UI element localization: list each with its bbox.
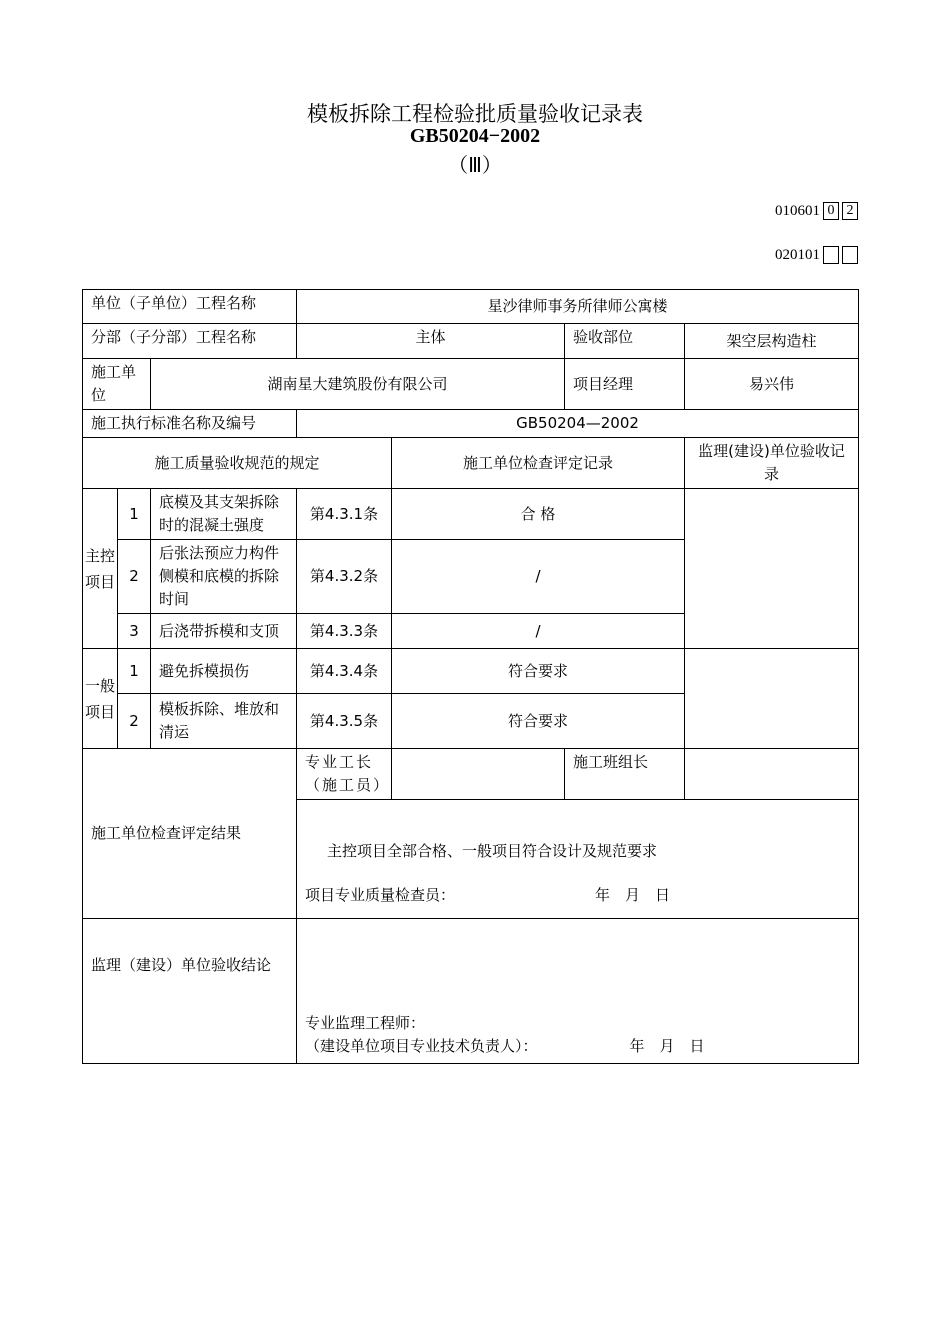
team-leader-signature[interactable]: [685, 749, 859, 800]
record-code-1: [775, 202, 858, 220]
division-name-value: 主体: [297, 324, 565, 359]
item-result[interactable]: /: [392, 614, 685, 649]
item-number: 1: [118, 649, 151, 694]
supervisor-main-record[interactable]: [685, 489, 859, 649]
contractor-conclusion-cell: [297, 800, 859, 919]
supervisor-check-column-header: 监理(建设)单位验收记录: [685, 438, 859, 489]
supervisor-general-record[interactable]: [685, 649, 859, 749]
standard-code: GB50204−2002: [409, 125, 541, 147]
form-title: 模板拆除工程检验批质量验收记录表: [307, 102, 643, 126]
part-number: （Ⅲ）: [448, 153, 502, 177]
item-number: 2: [118, 540, 151, 614]
engineer-label: 专业监理工程师：: [305, 1014, 426, 1032]
acceptance-part-value: 架空层构造柱: [685, 324, 859, 359]
record-code-prefix: 010601: [775, 202, 820, 219]
item-result[interactable]: /: [392, 540, 685, 614]
item-number: 3: [118, 614, 151, 649]
acceptance-part-label: 验收部位: [565, 324, 685, 359]
item-result[interactable]: 合 格: [392, 489, 685, 540]
supervisor-conclusion-cell[interactable]: [297, 919, 859, 1064]
inspector-line: [305, 884, 850, 907]
contractor-conclusion[interactable]: 主控项目全部合格、一般项目符合设计及规范要求: [327, 842, 658, 860]
item-clause: 第4.3.4条: [297, 649, 392, 694]
standard-value: GB50204—2002: [297, 410, 859, 438]
spec-column-header: 施工质量验收规范的规定: [83, 438, 392, 489]
inspector-label: 项目专业质量检查员：: [305, 886, 456, 904]
contractor-value: 湖南星大建筑股份有限公司: [151, 359, 565, 410]
supervisor-result-label: 监理（建设）单位验收结论: [83, 919, 297, 1064]
foreman-signature[interactable]: [392, 749, 565, 800]
owner-line: [305, 1035, 850, 1058]
item-clause: 第4.3.5条: [297, 694, 392, 749]
team-leader-label: 施工班组长: [565, 749, 685, 800]
item-clause: 第4.3.1条: [297, 489, 392, 540]
unit-name-value: 星沙律师事务所律师公寓楼: [297, 290, 859, 324]
project-manager-label: 项目经理: [565, 359, 685, 410]
foreman-label: 专业工长（施工员）: [297, 749, 392, 800]
date-label: 年 月 日: [629, 1037, 705, 1055]
item-clause: 第4.3.2条: [297, 540, 392, 614]
record-code-prefix: 020101: [775, 246, 820, 263]
owner-label: （建设单位项目专业技术负责人）：: [305, 1037, 538, 1055]
code-box[interactable]: 0: [823, 202, 839, 220]
project-manager-value: 易兴伟: [685, 359, 859, 410]
item-description: 避免拆模损伤: [151, 649, 297, 694]
item-description: 后浇带拆模和支顶: [151, 614, 297, 649]
item-number: 2: [118, 694, 151, 749]
item-result[interactable]: 符合要求: [392, 694, 685, 749]
standard-label: 施工执行标准名称及编号: [83, 410, 297, 438]
contractor-label: 施工单位: [83, 359, 151, 410]
record-code-2: [775, 246, 858, 264]
item-result[interactable]: 符合要求: [392, 649, 685, 694]
contractor-result-label: 施工单位检查评定结果: [83, 749, 297, 919]
main-items-group-label: 主控项目: [83, 489, 118, 649]
division-name-label: 分部（子分部）工程名称: [83, 324, 297, 359]
code-box[interactable]: [842, 246, 858, 264]
code-box[interactable]: 2: [842, 202, 858, 220]
item-description: 底模及其支架拆除时的混凝土强度: [151, 489, 297, 540]
item-clause: 第4.3.3条: [297, 614, 392, 649]
inspection-form-table: [82, 289, 859, 1064]
item-number: 1: [118, 489, 151, 540]
general-items-group-label: 一般项目: [83, 649, 118, 749]
code-box[interactable]: [823, 246, 839, 264]
item-description: 后张法预应力构件侧模和底模的拆除时间: [151, 540, 297, 614]
contractor-check-column-header: 施工单位检查评定记录: [392, 438, 685, 489]
unit-name-label: 单位（子单位）工程名称: [83, 290, 297, 324]
date-label: 年 月 日: [595, 886, 671, 904]
item-description: 模板拆除、堆放和清运: [151, 694, 297, 749]
